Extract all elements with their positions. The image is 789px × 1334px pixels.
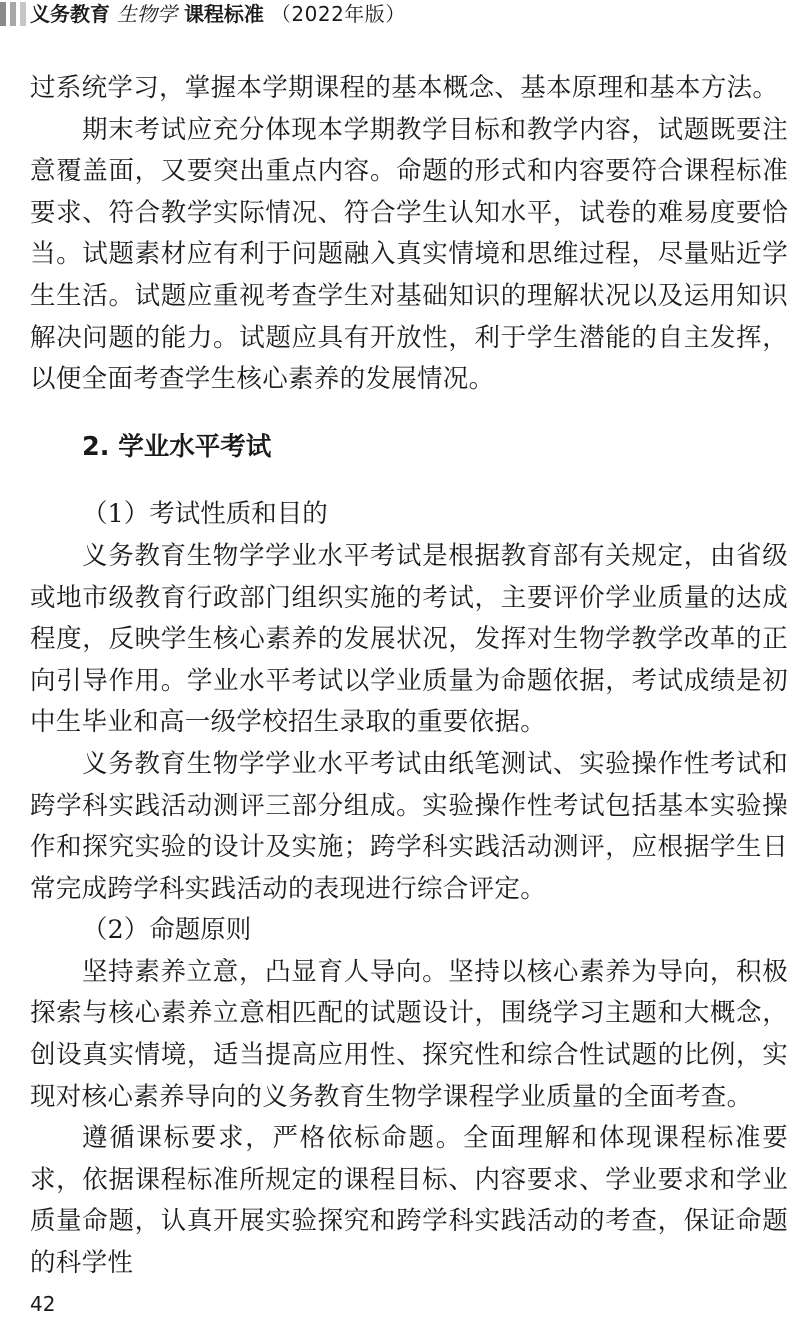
running-header [0, 0, 789, 30]
paragraph-final-exam: 期末考试应充分体现本学期教学目标和教学内容，试题既要注意覆盖面，又要突出重点内容。命题的形式和内容要符合课程标准要求、符合教学实际情况、符合学生认知水平，试卷的难易度要恰当。试题素材应有利于问题融入真实情境和思维过程，尽量贴近学生生活。试题应重视考查学生对基础知识的理解状况以及运用知识解决问题的能力。试题应具有开放性，利于学生潜能的自主发挥，以便全面考查学生核心素养的发展情况。 [30, 114, 788, 395]
header-title-italic: 生物学 [116, 2, 177, 26]
paragraph-principle-literacy: 坚持素养立意，凸显育人导向。坚持以核心素养为导向，积极探索与核心素养立意相匹配的试题设计，围绕学习主题和大概念，创设真实情境，适当提高应用性、探究性和综合性试题的比例，实现对核心素养导向的义务教育生物学课程学业质量的全面考查。 [30, 956, 788, 1112]
header-bar-3 [20, 2, 26, 26]
header-bar-1 [0, 2, 6, 26]
header-title-part1: 义务教育 [30, 2, 110, 26]
section-heading: 2. 学业水平考试 [82, 431, 272, 462]
page-number: 42 [30, 1292, 56, 1316]
subheading-nature-purpose: （1）考试性质和目的 [82, 499, 328, 530]
paragraph-exam-composition: 义务教育生物学学业水平考试由纸笔测试、实验操作性考试和跨学科实践活动测评三部分组成。实验操作性考试包括基本实验操作和探究实验的设计及实施；跨学科实践活动测评，应根据学生日常完成跨学科实践活动的表现进行综合评定。 [30, 748, 788, 904]
paragraph-principle-standards: 遵循课标要求，严格依标命题。全面理解和体现课程标准要求，依据课程标准所规定的课程目标、内容要求、学业要求和学业质量命题，认真开展实验探究和跨学科实践活动的考查，保证命题的科学性 [30, 1123, 788, 1279]
subheading-principles: （2）命题原则 [82, 915, 252, 946]
header-bar-2 [10, 2, 16, 26]
paragraph-continuation: 过系统学习，掌握本学期课程的基本概念、基本原理和基本方法。 [30, 73, 779, 103]
header-title-part2: 课程标准 [183, 2, 264, 26]
header-title [30, 0, 406, 30]
header-title-year: （2022年版） [270, 2, 406, 26]
page-body [30, 68, 788, 1285]
header-decoration-bars [0, 2, 26, 26]
paragraph-exam-nature: 义务教育生物学学业水平考试是根据教育部有关规定，由省级或地市级教育行政部门组织实施的考试，主要评价学业质量的达成程度，反映学生核心素养的发展状况，发挥对生物学教学改革的正向引导作用。学业水平考试以学业质量为命题依据，考试成绩是初中生毕业和高一级学校招生录取的重要依据。 [30, 540, 788, 738]
